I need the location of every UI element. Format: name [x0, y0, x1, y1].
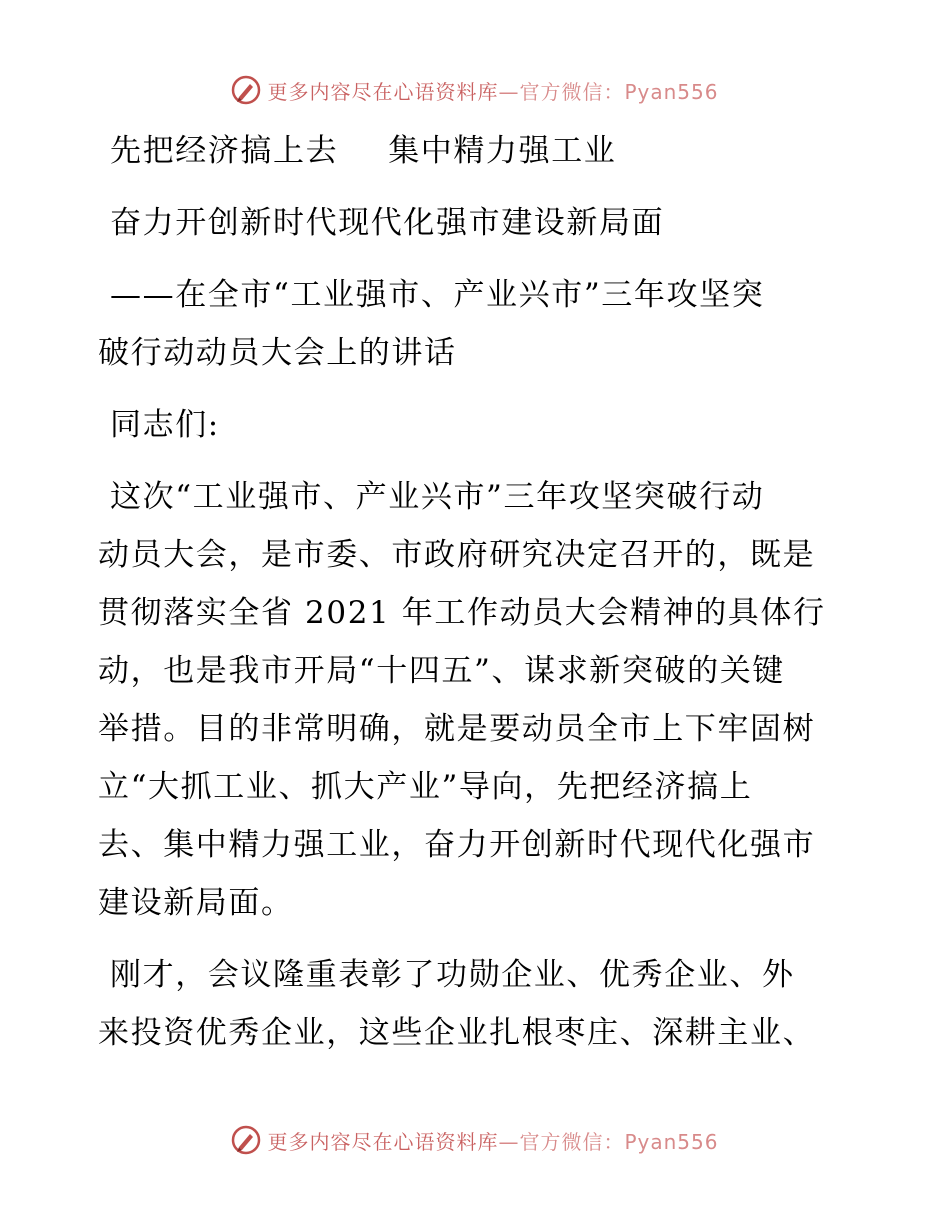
- document-subtitle: ——在全市“工业强市、产业兴市”三年攻坚突 破行动动员大会上的讲话: [98, 277, 765, 371]
- pen-logo-icon: [231, 1125, 261, 1155]
- watermark-text: 更多内容尽在心语资料库—官方微信：Pyan556: [267, 79, 719, 104]
- watermark-header: [0, 70, 950, 110]
- document-body: [98, 122, 858, 1062]
- watermark-text: 更多内容尽在心语资料库—官方微信：Pyan556: [267, 1129, 719, 1154]
- salutation: 同志们:: [110, 407, 220, 443]
- document-title: 先把经济搞上去 集中精力强工业: [110, 133, 617, 169]
- watermark-footer: [0, 1120, 950, 1160]
- pen-logo-icon: [231, 75, 261, 105]
- paragraph-1: 这次“工业强市、产业兴市”三年攻坚突破行动 动员大会，是市委、市政府研究决定召开的，既是 贯彻落实全省 2021 年工作动员大会精神的具体行 动，也是我市开局“十四五”、谋求新突破的关键 举措。目的非常明确，就是要动员全市上下牢固树 立“大抓工业、抓大产业”导向，先把经济搞上 去、集中精力强工业，奋力开创新时代现代化强市 建设新局面。: [98, 479, 826, 921]
- paragraph-2: 刚才，会议隆重表彰了功勋企业、优秀企业、外 来投资优秀企业，这些企业扎根枣庄、深耕主业、: [98, 957, 816, 1051]
- document-title-line2: 奋力开创新时代现代化强市建设新局面: [110, 205, 665, 241]
